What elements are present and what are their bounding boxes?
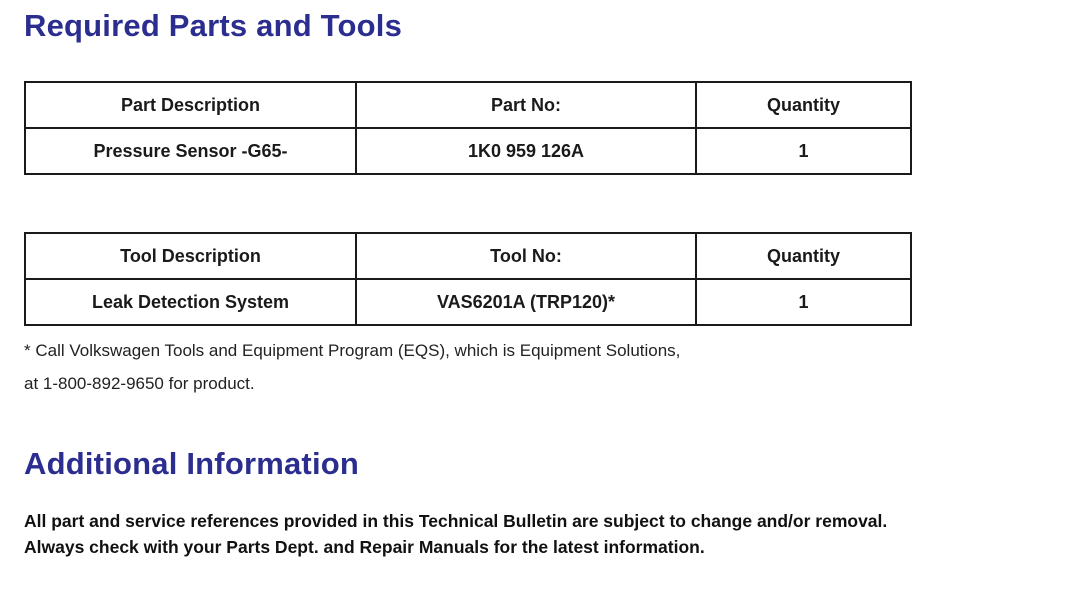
tool-number-cell: VAS6201A (TRP120)* (356, 279, 696, 325)
column-header-quantity: Quantity (696, 82, 911, 128)
tools-table (24, 232, 912, 326)
additional-information-heading: Additional Information (24, 446, 360, 481)
tool-quantity-cell: 1 (696, 279, 911, 325)
parts-table-header-row (25, 82, 911, 128)
required-parts-heading: Required Parts and Tools (24, 8, 403, 43)
additional-info-line-1: All part and service references provided in this Technical Bulletin are subject to change and/or removal. (24, 511, 888, 531)
column-header-part-description: Part Description (25, 82, 356, 128)
table-row (25, 279, 911, 325)
parts-table (24, 81, 912, 175)
footnote-line-1: * Call Volkswagen Tools and Equipment Program (EQS), which is Equipment Solutions, (24, 341, 681, 360)
column-header-tool-quantity: Quantity (696, 233, 911, 279)
tools-table-header-row (25, 233, 911, 279)
part-quantity-cell: 1 (696, 128, 911, 174)
tool-description-cell: Leak Detection System (25, 279, 356, 325)
additional-info-line-2: Always check with your Parts Dept. and Repair Manuals for the latest information. (24, 537, 705, 557)
part-number-cell: 1K0 959 126A (356, 128, 696, 174)
part-description-cell: Pressure Sensor -G65- (25, 128, 356, 174)
column-header-tool-description: Tool Description (25, 233, 356, 279)
column-header-tool-no: Tool No: (356, 233, 696, 279)
footnote-line-2: at 1-800-892-9650 for product. (24, 374, 255, 393)
column-header-part-no: Part No: (356, 82, 696, 128)
table-row (25, 128, 911, 174)
